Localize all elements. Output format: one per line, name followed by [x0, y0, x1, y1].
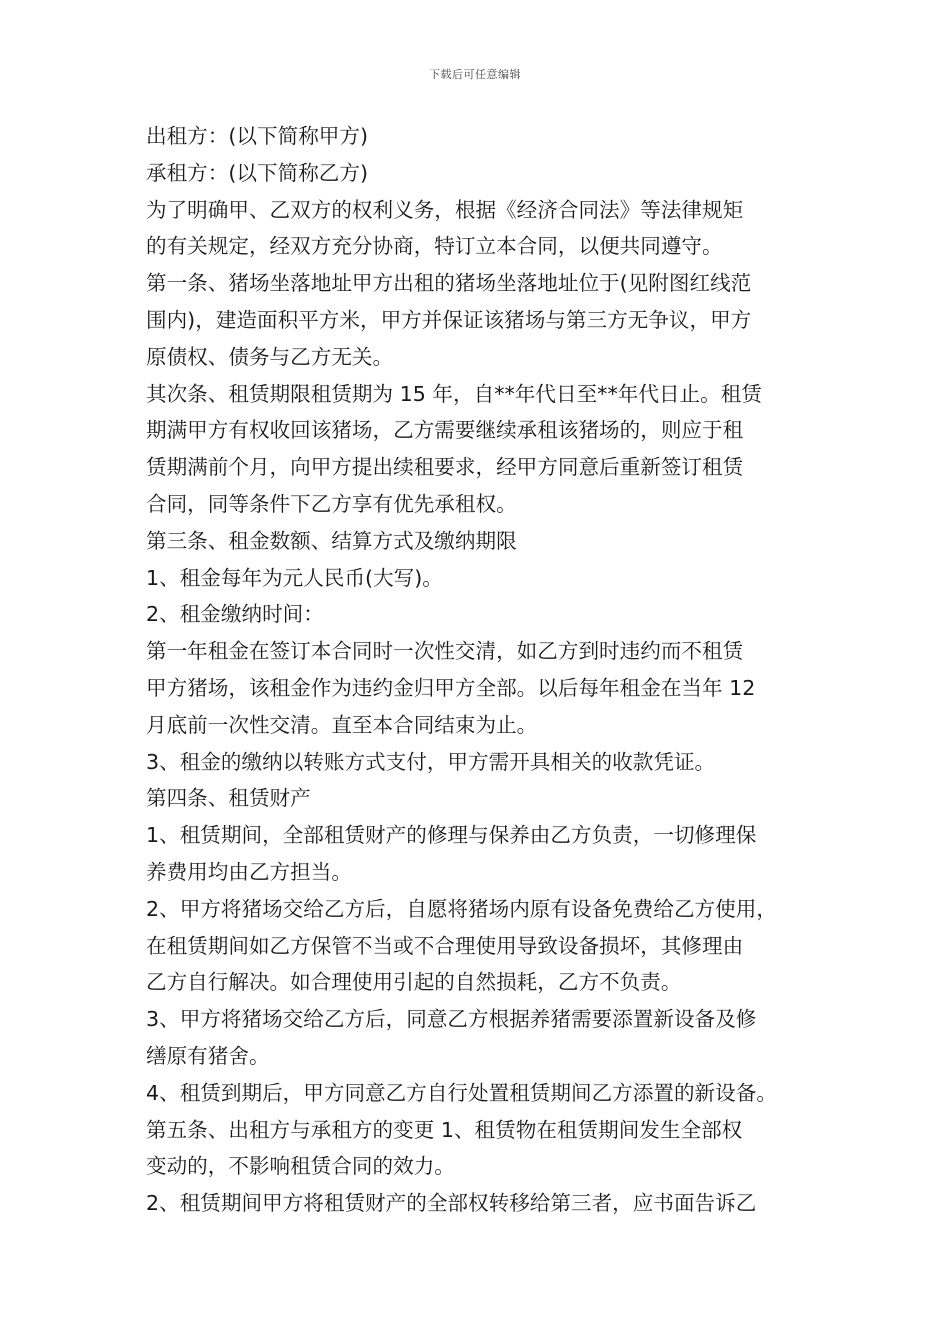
paragraph-article-5: 第五条、出租方与承租方的变更 1、租赁物在租赁期间发生全部权 变动的，不影响租赁合同的效力。 — [146, 1117, 743, 1179]
paragraph-article-3-item-2: 2、租金缴纳时间： — [146, 602, 324, 627]
heading-article-4: 第四条、租赁财产 — [146, 786, 311, 811]
paragraph-article-3-item-3: 3、租金的缴纳以转账方式支付，甲方需开具相关的收款凭证。 — [146, 749, 716, 774]
paragraph-article-1: 第一条、猪场坐落地址甲方出租的猪场坐落地址位于(见附图红线范 围内)，建造面积平方米，甲方并保证该猪场与第三方无争议，甲方 原债权、债务与乙方无关。 — [146, 271, 752, 369]
paragraph-article-3-item-1: 1、租金每年为元人民币(大写)。 — [146, 565, 443, 590]
paragraph-lessor: 出租方：(以下简称甲方) — [146, 124, 369, 148]
document-body — [146, 118, 826, 1222]
paragraph-article-5-item-2: 2、租赁期间甲方将租赁财产的全部权转移给第三者，应书面告诉乙 — [146, 1191, 757, 1216]
paragraph-lessee: 承租方：(以下简称乙方) — [146, 160, 369, 185]
paragraph-article-3-payment: 第一年租金在签订本合同时一次性交清，如乙方到时违约而不租赁 甲方猪场，该租金作为违约金归甲方全部。以后每年租金在当年 12 月底前一次性交清。直至本合同结束为止。 — [146, 639, 756, 737]
paragraph-preamble: 为了明确甲、乙双方的权利义务，根据《经济合同法》等法律规矩 的有关规定，经双方充分协商，特订立本合同，以便共同遵守。 — [146, 197, 744, 259]
paragraph-article-2: 其次条、租赁期限租赁期为 15 年，自**年代日至**年代日止。租赁 期满甲方有权收回该猪场，乙方需要继续承租该猪场的，则应于租 赁期满前个月，向甲方提出续租要求，经甲方同意后重新签订租赁 合同，同等条件下乙方享有优先承租权。 — [146, 381, 762, 516]
paragraph-article-4-item-3: 3、甲方将猪场交给乙方后，同意乙方根据养猪需要添置新设备及修 缮原有猪舍。 — [146, 1007, 757, 1068]
paragraph-article-4-item-2: 2、甲方将猪场交给乙方后，自愿将猪场内原有设备免费给乙方使用， 在租赁期间如乙方保管不当或不合理使用导致设备损坏，其修理由 乙方自行解决。如合理使用引起的自然损耗，乙方不负责。 — [146, 896, 777, 995]
header-note: 下载后可任意编辑 — [429, 68, 521, 81]
paragraph-article-4-item-1: 1、租赁期间，全部租赁财产的修理与保养由乙方负责，一切修理保 养费用均由乙方担当。 — [146, 823, 757, 884]
paragraph-article-4-item-4: 4、租赁到期后，甲方同意乙方自行处置租赁期间乙方添置的新设备。 — [146, 1080, 777, 1105]
heading-article-3: 第三条、租金数额、结算方式及缴纳期限 — [146, 528, 517, 553]
